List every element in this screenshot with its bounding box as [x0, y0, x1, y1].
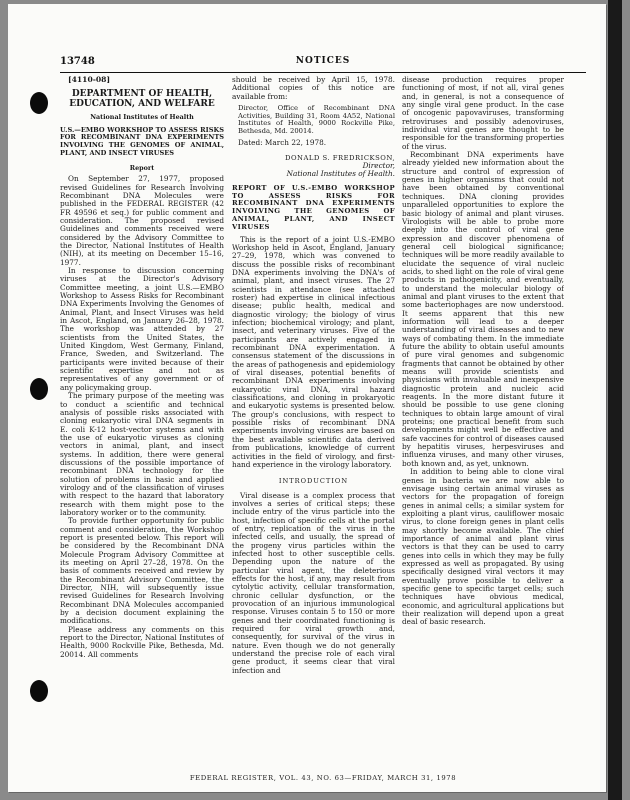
- page-number: 13748: [60, 56, 95, 67]
- page-footer: FEDERAL REGISTER, VOL. 43, NO. 63—FRIDAY, MARCH 31, 1978: [189, 774, 457, 782]
- paragraph: Recombinant DNA experiments have already yielded new information about the structure and control of expression of genes in higher organisms that could not have been obtained by conventional techniques. DNA cloning provides unparalleled opportunities to explore the basic biology of animal and plant viruses. Virologists will be able to probe more deeply into the control of viral gene expression and discover phenomena of general cell biological significance; techniques will be more readily available to elucidate the sequence of viral nucleic acids, to shed light on the role of viral gene products in pathogenicity, and eventually, to understand the molecular biology of animal and plant viruses to the extent that some bacteriophages are now understood. It seems apparent that this new information will lead to a deeper understanding of viral diseases and to new ways of combating them. In the immediate future the ability to obtain useful amounts of pure viral genomes and subgenomic fragments that cannot be obtained by other means will provide scientists and physicians with invaluable and inexpensive diagnostic protein and nucleic acid reagents. In the more distant future it should be possible to use gene cloning techniques to obtain large amount of viral proteins; one practical benefit from such developments might well be effective and safe vaccines for control of diseases caused by hepatitis viruses, herpesviruses and influenza viruses, and many other viruses, both known and, as yet, unknown.: [402, 150, 564, 468]
- scan-border: [608, 0, 622, 800]
- paragraph: In response to discussion concerning viruses at the Director's Advisory Committee meeting, a joint U.S.—EMBO Workshop to Assess Risks for Recombinant DNA Experiments Involving the Genomes of Animal, Plant, and Insect Viruses was held in Ascot, England, on January 26–28, 1978. The workshop was attended by 27 scientists from the United States, the United Kingdom, West Germany, Finland, France, Sweden, and Switzerland. The participants were invited because of their scientific expertise and not as representatives of any government or of any policymaking group.: [60, 266, 224, 392]
- paragraph: To provide further opportunity for public comment and consideration, the Workshop report is presented below. This report will be considered by the Recombinant DNA Molecule Program Advisory Committee at its meeting on April 27–28, 1978. On the basis of comments received and review by the Recombinant Advisory Committee, the Director, NIH, will subsequently issue revised Guidelines for Research Involving Recombinant DNA Molecules accompanied by a decision document explaining the modifications.: [60, 516, 224, 626]
- paragraph: On September 27, 1977, proposed revised Guidelines for Research Involving Recombinant DNA Molecules were published in the FEDERAL REGISTER (42 FR 49596 et seq.) for public comment and consideration. The proposed revised Guidelines and comments received were considered by the Advisory Committee to the Director, National Institutes of Health (NIH), at its meeting on December 15–16, 1977.: [60, 174, 224, 267]
- signature-org: National Institutes of Health.: [286, 169, 395, 179]
- signature-title: Director,: [362, 161, 395, 171]
- agency-heading: DEPARTMENT OF HEALTH, EDUCATION, AND WELFARE: [69, 89, 215, 110]
- paragraph: The primary purpose of the meeting was to conduct a scientific and technical analysis of possible risks associated with cloning eukaryotic viral DNA segments in E. coli K-12 host-vector systems and with the use of eukaryotic viruses as cloning vectors in animal, plant, and insect systems. In addition, there were general discussions of the possible importance of recombinant DNA technology for the solution of problems in basic and applied virology and of the classification of viruses with respect to the hazard that laboratory research with them might pose to the laboratory worker or to the community.: [60, 391, 224, 517]
- binder-hole: [30, 680, 48, 702]
- page-header: [60, 50, 586, 73]
- introduction-heading: INTRODUCTION: [278, 477, 349, 486]
- paragraph: Viral disease is a complex process that involves a series of critical steps; these include entry of the virus particle into the host, infection of specific cells at the portal of entry, replication of the virus in the infected cells, and usually, the spread of the progeny virus particles within the infected host to other susceptible cells. Depending upon the nature of the particular viral agent, the deleterious effects for the host, if any, may result from cytolytic activity, cellular transformation, chronic cellular dysfunction, or the provocation of an injurious immunological response. Viruses contain 5 to 150 or more genes and their coordinated functioning is required for viral growth and, consequently, for survival of the virus in nature. Even though we do not generally understand the precise role of each viral gene product, it seems clear that viral infection and: [232, 490, 395, 675]
- column-2: [232, 76, 395, 766]
- notice-caption: U.S.—EMBO WORKSHOP TO ASSESS RISKS FOR RECOMBINANT DNA EXPERIMENTS INVOLVING THE GENOMES OF ANIMAL, PLANT, AND INSECT VIRUSES: [60, 125, 224, 158]
- address-block: Director, Office of Recombinant DNA Activities, Building 31, Room 4A52, National Institutes of Health, 9000 Rockville Pike, Bethesda, Md. 20014.: [238, 104, 395, 135]
- signature-name: DONALD S. FREDRICKSON,: [285, 153, 395, 162]
- column-1: [60, 76, 224, 762]
- paragraph: Please address any comments on this report to the Director, National Institutes of Health, 9000 Rockville Pike, Bethesda, Md. 20014. All comments: [60, 624, 224, 659]
- binder-hole: [30, 92, 48, 114]
- docket-number: [4110-08]: [68, 76, 111, 84]
- paragraph: In addition to being able to clone viral genes in bacteria we are now able to envisage using certain animal viruses as vectors for the propagation of foreign genes in animal cells; a similar system for exploiting a plant virus, cauliflower mosaic virus, to clone foreign genes in plant cells may shortly become available. The chief importance of animal and plant virus vectors is that they can be used to carry genes into cells in which they may be fully expressed as well as propagated. By using specifically designed viral vectors it may eventually prove possible to deliver a specific gene to specific target cells; such techniques have obvious medical, economic, and agricultural applications but their realization will depend upon a great deal of basic research.: [402, 467, 564, 627]
- date-line: Dated: March 22, 1978.: [238, 138, 327, 148]
- report-title: REPORT OF U.S.-EMBO WORKSHOP TO ASSESS RISKS FOR RECOMBINANT DNA EXPERIMENTS INVOLVING THE GENOMES OF ANIMAL, PLANT, AND INSECT VIRUSES: [232, 183, 395, 231]
- paragraph: should be received by April 15, 1978. Additional copies of this notice are available from:: [232, 76, 395, 101]
- paragraph: This is the report of a joint U.S.-EMBO Workshop held in Ascot, England, January 27–29, 1978, which was convened to discuss the possible risks of recombinant DNA experiments involving the DNA's of animal, plant, and insect viruses. The 27 scientists in attendance (see attached roster) had expertise in clinical infectious disease; public health, medical and diagnostic virology; the biology of virus infection; biochemical virology; and plant, insect, and veterinary viruses. Five of the participants are actively engaged in recombinant DNA experimentation. A consensus statement of the discussions in the areas of pathogenesis and epidemiology of viral diseases, potential benefits of recombinant DNA experiments involving eukaryotic viral DNA, viral hazard classifications, and cloning in prokaryotic and eukaryotic systems is presented below. The group's conclusions, with respect to possible risks of recombinant DNA experiments involving viruses are based on the best available scientific data derived from publications, knowledge of current activities in the field of virology, and first-hand experience in the virology laboratory.: [232, 234, 395, 469]
- section-title: NOTICES: [295, 56, 351, 66]
- report-label: Report: [129, 163, 155, 172]
- paragraph: disease production requires proper functioning of most, if not all, viral genes and, in general, is not a consequence of any single viral gene product. In the case of oncogenic papovaviruses, transforming retroviruses and possibly adenoviruses, individual viral genes are thought to be responsible for the transforming properties of the virus.: [402, 76, 564, 151]
- column-3: [402, 76, 564, 766]
- sub-agency: National Institutes of Health: [90, 113, 194, 122]
- binder-hole: [30, 378, 48, 400]
